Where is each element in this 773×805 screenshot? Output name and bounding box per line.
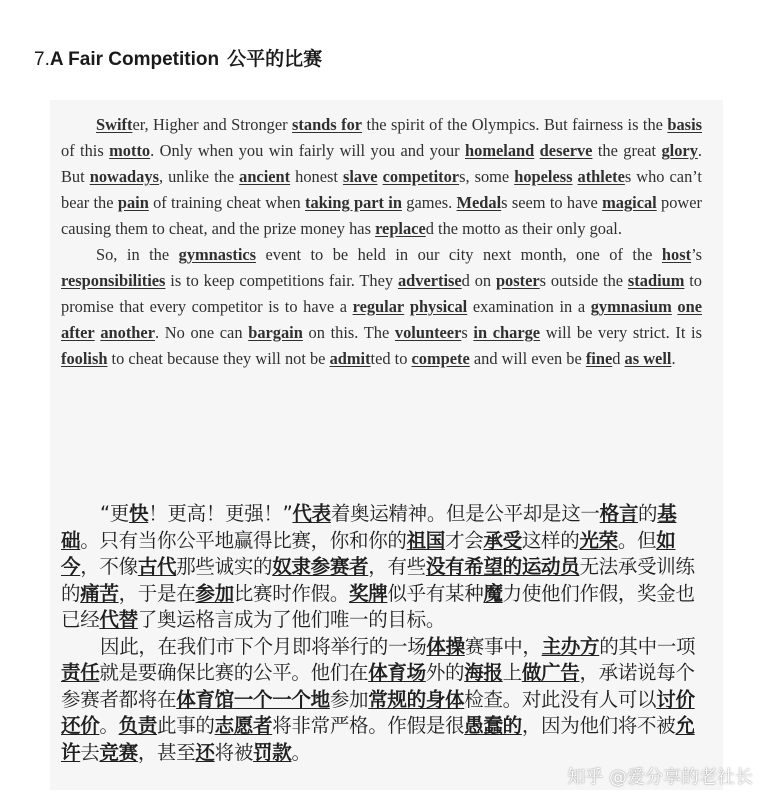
passage-text: 去 [80,740,100,764]
vocab-term: hopeless [514,167,573,186]
passage-text: ’s [691,245,702,264]
section-title [34,44,322,71]
vocab-term: 海报 [464,661,503,684]
vocab-term: 做广告 [521,661,580,684]
vocab-term: 魔 [483,581,503,605]
vocab-term: stadium [627,271,685,290]
passage-text: s outside the [539,271,628,290]
vocab-term: 罚款 [253,740,292,764]
vocab-term: 快 [129,502,149,525]
passage-text: ！更高！更强！” [148,502,293,525]
passage-text: 赛事中， [464,634,542,658]
english-passage [61,112,702,372]
vocab-term: poster [495,271,540,290]
vocab-term: as well [624,349,672,368]
vocab-term: basis [667,115,702,134]
vocab-term: in charge [473,323,541,342]
passage-text: 这样的 [521,528,580,552]
passage-text: 似乎有某种 [387,581,484,605]
passage-text: examination in a [467,297,591,316]
passage-text: “更 [100,502,130,525]
vocab-term: 常规的身体 [368,687,465,711]
vocab-term: 光荣 [579,528,618,552]
passage-text: 力使他们作假，奖金也已经 [61,581,695,631]
passage-text: 外的 [425,661,465,684]
passage-text: So, in the [96,245,179,264]
passage-text: 着奥运精神。但是公平却是这一 [330,502,600,525]
vocab-term: 痛苦 [80,581,119,605]
passage-text: 才会 [445,528,484,552]
vocab-term: one after [61,297,702,342]
passage-text: . No one can [154,323,249,342]
passage-text: 的其中一项 [599,634,696,658]
passage-text: d the motto as their only goal. [425,219,622,238]
vocab-term: athlete [577,167,625,186]
vocab-term: 一个一个地 [233,687,330,711]
passage-text: to cheat because they will not be [107,349,330,368]
vocab-term: 代表 [292,502,331,525]
passage-text: games. [401,193,457,212]
vocab-term: 愚蠢的 [464,714,522,737]
chinese-passage [61,501,702,766]
passage-text: honest [290,167,343,186]
passage-text: 上 [502,661,522,684]
passage-text: power causing them to cheat, and the prize money has [61,193,702,238]
vocab-term: foolish [61,349,108,368]
english-paragraph [61,112,702,242]
vocab-term: homeland [465,141,535,160]
vocab-term: slave [342,167,378,186]
passage-text: 就是要确保比赛的公平。他们在 [99,661,369,684]
vocab-term: fine [585,349,613,368]
passage-text: is to keep competitions fair. They [165,271,398,290]
english-paragraph [61,242,702,372]
vocab-term: bargain [248,323,303,342]
passage-text: 此事的 [157,714,215,737]
passage-text: ，不像 [80,555,138,578]
passage-text: s who can’t bear the [61,167,702,212]
vocab-term: Swift [96,115,133,134]
vocab-term: motto [109,141,151,160]
vocab-term: 体操 [426,634,465,658]
passage-text: to promise that every competitor is to have a [61,271,702,316]
vocab-term: 竞赛 [99,740,138,764]
vocab-term: gymnastics [178,245,257,264]
passage-text: 将非常严格。作假是很 [272,714,465,737]
vocab-term: 负责 [118,714,158,737]
passage-text: 无法承受训练的 [61,555,695,605]
chinese-paragraph [61,501,702,634]
vocab-term: nowadays [89,167,159,186]
passage-text: 的 [638,502,658,525]
passage-text: 将被 [214,740,254,764]
vocab-term: 允许 [61,714,695,764]
vocab-term: ancient [239,167,291,186]
passage-text: . [671,349,676,368]
vocab-term: 没有希望的运动员 [425,555,580,578]
vocab-term: 体育馆 [176,687,234,711]
vocab-term: 责任 [61,661,100,684]
vocab-term: 如今 [61,528,676,578]
vocab-term: magical [602,193,657,212]
passage-text: 。但 [617,528,657,552]
vocab-term: another [100,323,155,342]
vocab-term: advertise [397,271,462,290]
watermark: 知乎 @爱分享的老社长 [567,767,753,788]
vocab-term: 还 [195,740,215,764]
vocab-term: responsibilities [61,271,166,290]
passage-text: 那些诚实的 [176,555,273,578]
vocab-term: admit [329,349,371,368]
passage-text: 了奥运格言成为了他们唯一的目标。 [137,608,446,631]
passage-text: s [461,323,474,342]
section-title-chinese: 公平的比赛 [227,49,323,70]
vocab-term: 基础 [61,502,677,552]
vocab-term: 古代 [137,555,177,578]
passage-text: . Only when you win fairly will you and your [150,141,466,160]
passage-text: 因此，在我们市下个月即将举行的一场 [100,634,427,658]
vocab-term: compete [411,349,470,368]
passage-text: s, some [459,167,515,186]
vocab-term: gymnasium [590,297,672,316]
vocab-term: 格言 [599,502,639,525]
passage-text: on this. The [302,323,395,342]
vocab-term: 讨价还价 [61,687,695,737]
vocab-term: 主办方 [541,634,600,658]
passage-text: d [612,349,625,368]
vocab-term: Medal [456,193,502,212]
passage-text: of training cheat when [148,193,306,212]
section-title-english: A Fair Competition [49,49,220,70]
passage-text: 。 [291,740,311,764]
vocab-term: 代替 [99,608,138,631]
passage-text: ，于是在 [118,581,196,605]
chinese-paragraph [61,634,702,767]
vocab-term: taking part in [305,193,402,212]
vocab-term: 祖国 [406,528,446,552]
passage-text: s seem to have [501,193,603,212]
passage-text: ，甚至 [137,740,196,764]
vocab-term: glory [661,141,698,160]
passage-text: ，有些 [368,555,426,578]
passage-text: the great [592,141,662,160]
passage-text: 检查。对此没有人可以 [464,687,657,711]
passage-text: , unlike the [158,167,240,186]
passage-text: 。 [99,714,119,737]
vocab-term: deserve [539,141,593,160]
vocab-term: replace [375,219,426,238]
passage-text: 参加 [329,687,369,711]
vocab-term: competitor [382,167,460,186]
vocab-term: 奖牌 [349,581,388,605]
passage-text: the spirit of the Olympics. But fairness is the [362,115,668,134]
passage-text: ，因为他们将不被 [521,714,676,737]
passage-text: will be very strict. It is [540,323,702,342]
vocab-term: 志愿者 [214,714,273,737]
passage-text: . But [61,141,702,186]
passage-text: ，承诺说每个参赛者都将在 [61,661,695,711]
vocab-term: host [661,245,692,264]
passage-text: and will even be [469,349,586,368]
vocab-term: regular [352,297,405,316]
vocab-term: 参加 [195,581,234,605]
vocab-term: physical [409,297,468,316]
vocab-term: pain [117,193,149,212]
passage-text: 。只有当你公平地赢得比赛，你和你的 [80,528,407,552]
passage-text: er, Higher and Stronger [132,115,293,134]
vocab-term: 奴隶参赛者 [272,555,369,578]
section-number: 7. [34,49,50,70]
passage-text: d on [461,271,496,290]
passage-text: event to be held in our city next month, one of the [256,245,662,264]
vocab-term: volunteer [394,323,462,342]
vocab-term: stands for [292,115,363,134]
vocab-term: 承受 [483,528,522,552]
passage-text: 比赛时作假。 [233,581,350,605]
passage-text: ted to [370,349,412,368]
passage-text: of this [61,141,110,160]
vocab-term: 体育场 [368,661,426,684]
